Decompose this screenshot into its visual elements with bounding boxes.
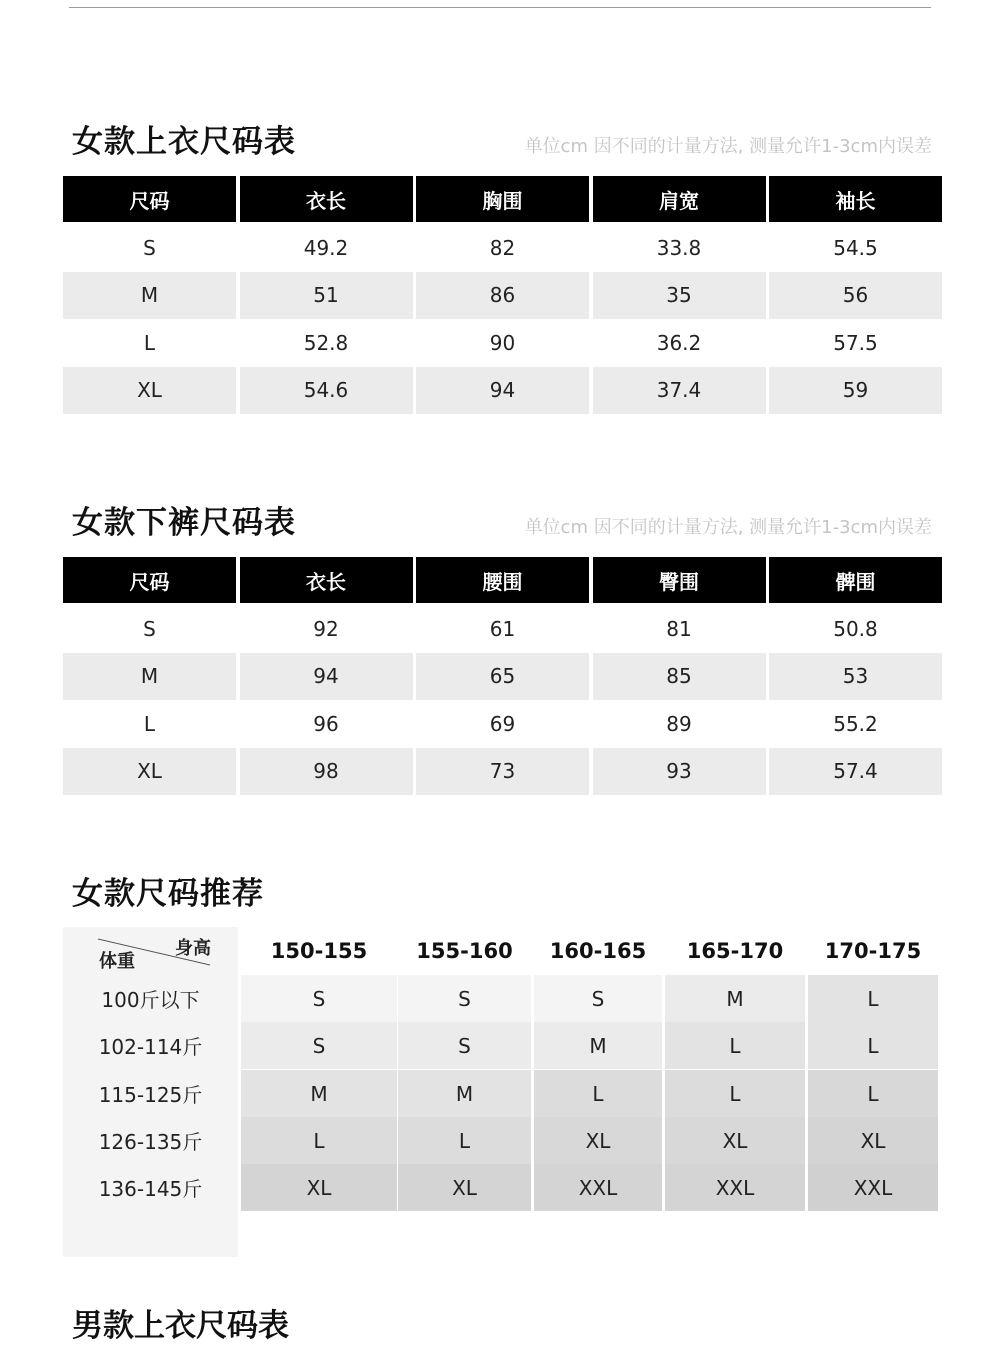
recommend-title: 女款尺码推荐 <box>72 876 264 912</box>
measurement-cell: 57.5 <box>833 330 878 355</box>
recommended-size-cell: L <box>534 1070 662 1117</box>
recommended-size-cell: XL <box>534 1117 662 1164</box>
measurement-cell: 89 <box>666 711 692 736</box>
table-row <box>63 272 938 320</box>
tops-size-table <box>63 176 938 414</box>
measurement-cell: 53 <box>769 653 942 701</box>
column-header: 腰围 <box>416 557 589 603</box>
recommended-size-cell: S <box>398 975 531 1022</box>
column-header: 衣长 <box>240 176 413 222</box>
measurement-cell: 69 <box>489 711 516 736</box>
measurement-cell: 92 <box>313 616 339 641</box>
recommended-size-cell: XL <box>665 1117 805 1164</box>
column-header: 尺码 <box>63 176 236 222</box>
measurement-cell: 33.8 <box>656 235 702 260</box>
measurement-cell: 94 <box>240 653 413 701</box>
measurement-cell: 85 <box>593 653 766 701</box>
size-label-cell: S <box>143 235 156 260</box>
recommended-size-cell: XL <box>808 1117 938 1164</box>
measurement-cell: 73 <box>416 748 589 796</box>
measurement-cell: 81 <box>666 616 692 641</box>
size-label-cell: S <box>143 616 156 641</box>
recommended-size-cell: L <box>665 1022 805 1069</box>
corner-height-label: 身高 <box>175 938 211 959</box>
measurement-cell: 52.8 <box>303 330 349 355</box>
table-row <box>63 224 938 272</box>
size-label-cell: M <box>63 653 236 701</box>
recommended-size-cell: M <box>665 975 805 1022</box>
table-header-row <box>63 557 938 605</box>
height-range-header: 165-170 <box>686 939 784 963</box>
table-row <box>63 700 938 748</box>
top-divider <box>69 7 931 8</box>
size-label-cell: XL <box>63 367 236 415</box>
recommended-size-cell: L <box>665 1070 805 1117</box>
weight-range-label: 126-135斤 <box>98 1130 203 1154</box>
table-row <box>63 367 938 415</box>
pants-note: 单位cm 因不同的计量方法, 测量允许1-3cm内误差 <box>524 517 932 538</box>
measurement-cell: 65 <box>416 653 589 701</box>
measurement-cell: 94 <box>416 367 589 415</box>
weight-range-label: 100斤以下 <box>101 988 200 1012</box>
measurement-cell: 59 <box>769 367 942 415</box>
size-label-cell: L <box>143 330 156 355</box>
measurement-cell: 86 <box>416 272 589 320</box>
recommended-size-cell: L <box>808 1022 938 1069</box>
measurement-cell: 54.6 <box>240 367 413 415</box>
weight-range-label: 102-114斤 <box>98 1035 203 1059</box>
pants-title: 女款下裤尺码表 <box>72 505 296 541</box>
recommended-size-cell: L <box>398 1117 531 1164</box>
table-row <box>63 748 938 796</box>
column-header: 臀围 <box>593 557 766 603</box>
measurement-cell: 51 <box>240 272 413 320</box>
recommended-size-cell: XL <box>398 1164 531 1211</box>
measurement-cell: 96 <box>313 711 339 736</box>
weight-range-label: 136-145斤 <box>98 1177 203 1201</box>
recommended-size-cell: L <box>808 1070 938 1117</box>
measurement-cell: 98 <box>240 748 413 796</box>
diagonal-divider <box>63 927 238 975</box>
height-range-header: 170-175 <box>824 939 922 963</box>
recommended-size-cell: S <box>534 975 662 1022</box>
measurement-cell: 37.4 <box>593 367 766 415</box>
table-row <box>63 653 938 701</box>
recommended-size-cell: XXL <box>665 1164 805 1211</box>
recommended-size-cell: XXL <box>534 1164 662 1211</box>
table-row <box>63 319 938 367</box>
weight-range-label: 115-125斤 <box>98 1083 203 1107</box>
height-range-header: 160-165 <box>549 939 647 963</box>
corner-header <box>63 927 238 975</box>
measurement-cell: 49.2 <box>303 235 349 260</box>
measurement-cell: 55.2 <box>833 711 878 736</box>
pants-size-table <box>63 557 938 795</box>
recommended-size-cell: XXL <box>808 1164 938 1211</box>
table-row <box>63 605 938 653</box>
recommended-size-cell: M <box>398 1070 531 1117</box>
measurement-cell: 54.5 <box>833 235 878 260</box>
measurement-cell: 50.8 <box>833 616 878 641</box>
measurement-cell: 36.2 <box>656 330 702 355</box>
measurement-cell: 35 <box>593 272 766 320</box>
recommended-size-cell: XL <box>241 1164 397 1211</box>
measurement-cell: 61 <box>489 616 516 641</box>
table-header-row <box>63 176 938 224</box>
recommended-size-cell: S <box>398 1022 531 1069</box>
tops-title: 女款上衣尺码表 <box>72 124 296 160</box>
measurement-cell: 57.4 <box>769 748 942 796</box>
column-header: 髀围 <box>769 557 942 603</box>
recommended-size-cell: S <box>241 1022 397 1069</box>
recommended-size-cell: M <box>241 1070 397 1117</box>
next-section-title: 男款上衣尺码表 <box>72 1308 289 1344</box>
size-label-cell: M <box>63 272 236 320</box>
column-header: 尺码 <box>63 557 236 603</box>
column-header: 肩宽 <box>593 176 766 222</box>
measurement-cell: 93 <box>593 748 766 796</box>
size-recommendation-grid <box>63 927 938 1257</box>
column-header: 袖长 <box>769 176 942 222</box>
column-header: 胸围 <box>416 176 589 222</box>
corner-weight-label: 体重 <box>99 951 135 972</box>
size-label-cell: XL <box>63 748 236 796</box>
recommended-size-cell: S <box>241 975 397 1022</box>
recommended-size-cell: M <box>534 1022 662 1069</box>
measurement-cell: 82 <box>489 235 516 260</box>
tops-note: 单位cm 因不同的计量方法, 测量允许1-3cm内误差 <box>524 136 932 157</box>
column-header: 衣长 <box>240 557 413 603</box>
recommended-size-cell: L <box>241 1117 397 1164</box>
height-range-header: 155-160 <box>416 939 513 963</box>
height-range-header: 150-155 <box>270 939 368 963</box>
size-label-cell: L <box>143 711 156 736</box>
measurement-cell: 90 <box>489 330 516 355</box>
measurement-cell: 56 <box>769 272 942 320</box>
recommended-size-cell: L <box>808 975 938 1022</box>
